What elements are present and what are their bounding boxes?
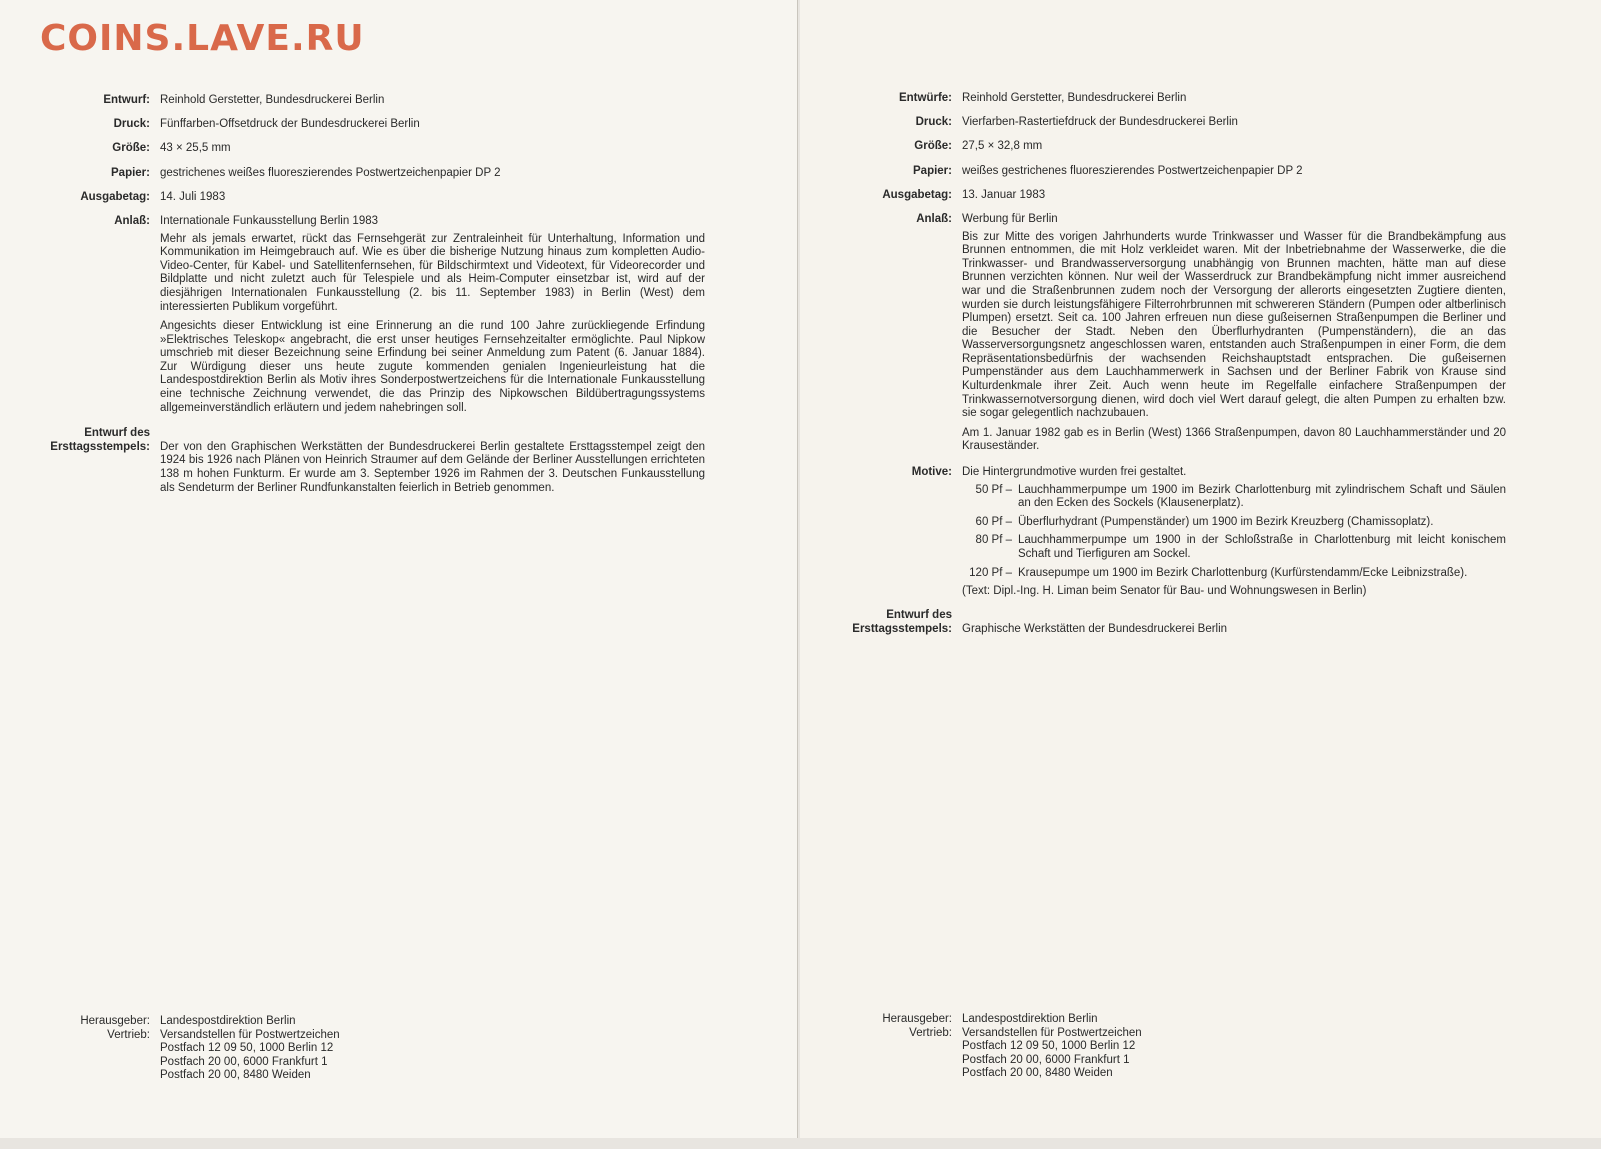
watermark: COINS.LAVE.RU [40, 18, 365, 59]
ersttag-label-line2: Ersttagsstempels: [852, 622, 952, 635]
ausgabetag-value: 14. Juli 1983 [160, 190, 226, 203]
druck-label: Druck: [915, 116, 952, 129]
druck-row [800, 116, 1506, 130]
motive-note: (Text: Dipl.-Ing. H. Liman beim Senator für Bau- und Wohnungswesen in Berlin) [962, 585, 1367, 598]
anlass-row [800, 213, 1506, 460]
motive-price: 60 Pf – [975, 515, 1012, 528]
anlass-paragraph-1: Bis zur Mitte des vorigen Jahrhunderts wurde Trinkwasser und Wasser für die Brandbekämpfung aus Brunnen entnommen, die mit Holz verkleidet waren. Mit der Inbetriebnahme der Wasserwerke, die die Trinkwasser- und Brandwasserversorgung unabhängig von Brunnen machten, hätte man auf diese Brunnen verzichten können. Nur weil der Wasserdruck zur Brandbekämpfung nicht immer ausreichend war und die Straßenbrunnen zudem noch der Versorgung der allerorts eingesetzten Zugtiere dienten, wurden sie durch leistungsfähigere Filterrohrbrunnen mit schwereren Ständern (Pumpen oder altberlinisch Plumpen) ersetzt. Seit ca. 100 Jahren erfreuen nun diese gußeisernen Straßenpumpen die Berliner und die Besucher der Stadt. Neben den Überflurhydranten (Pumpenständern), die an das Wasserversorgungsnetz angeschlossen waren, entstanden auch Straßenpumpen in einer Form, die dem Repräsentationsbedürfnis der wachsenden Reichshauptstadt entsprachen. Die gußeisernen Pumpenständer aus dem Lauchhammerwerk in Sachsen und der Berliner Fabrik von Krause sind Kulturdenkmale ihrer Zeit. Auch wenn heute im Regelfalle einfachere Straßenpumpen der Trinkwassernotversorgung dienen, wird doch viel Wert darauf gelegt, die alten Pumpen zu erhalten bzw. sie sogar gelegentlich nachzubauen. [962, 230, 1506, 420]
vertrieb-row [800, 1027, 1142, 1081]
herausgeber-row [800, 1013, 1142, 1027]
right-footer [800, 1013, 1142, 1081]
motive-desc: Überflurhydrant (Pumpenständer) um 1900 im Bezirk Kreuzberg (Chamissoplatz). [1018, 515, 1434, 528]
druck-value: Vierfarben-Rastertiefdruck der Bundesdruckerei Berlin [962, 116, 1238, 129]
groesse-row [800, 140, 1506, 154]
vertrieb-value [962, 1027, 1142, 1081]
anlass-paragraph-2: Angesichts dieser Entwicklung ist eine Erinnerung an die rund 100 Jahre zurückliegende Erfindung »Elektrisches Teleskop« angebracht, die erst unser heutiges Fernsehzeitalter ermöglichte. Paul Nipkow umschrieb mit dieser Bezeichnung seine Erfindung bei seiner Anmeldung zum Patent (6. Januar 1884). Zur Würdigung dieser uns heute zugute kommenden genialen Ingenieurleistung hat die Landespostdirektion Berlin als Motiv ihres Sonderpostwertzeichens für die Internationale Funkausstellung eine technische Zeichnung verwendet, die das Prinzip des Nipkowschen Bildübertragungssystems allgemeinverständlich erläutern und jedem nahebringen soll. [160, 320, 705, 414]
papier-row [0, 167, 705, 181]
anlass-paragraph-2: Am 1. Januar 1982 gab es in Berlin (West) 1366 Straßenpumpen, davon 80 Lauchhammerständer und 20 Krauseständer. [962, 426, 1506, 453]
herausgeber-label: Herausgeber: [80, 1015, 150, 1027]
motive-desc: Lauchhammerpumpe um 1900 in der Schloßstraße in Charlottenburg mit leicht konischem Schaft und Tierfiguren am Sockel. [1018, 534, 1506, 560]
ersttag-label-line1: Entwurf des [84, 427, 150, 440]
vertrieb-line: Postfach 12 09 50, 1000 Berlin 12 [160, 1042, 334, 1055]
druck-row [0, 118, 705, 132]
motive-item [962, 534, 1506, 561]
ausgabetag-label: Ausgabetag: [882, 188, 952, 201]
ersttag-row [800, 609, 1506, 636]
ersttag-label [800, 609, 962, 636]
ersttag-label-line1: Entwurf des [886, 609, 952, 622]
anlass-label: Anlaß: [916, 212, 952, 225]
vertrieb-line: Versandstellen für Postwertzeichen [160, 1028, 340, 1041]
groesse-value: 27,5 × 32,8 mm [962, 140, 1043, 153]
anlass-paragraph-1: Mehr als jemals erwartet, rückt das Fernsehgerät zur Zentraleinheit für Unterhaltung, Information und Kommunikation im Heimgebrauch auf. Wie es über die bisherige Nutzung hinaus zum kompletten Audio-Video-Center, für Kabel- und Satellitenfernsehen, für Bildschirmtext und Videotext, für Videorecorder und Bildplatte und nicht zuletzt auch für Telespiele und als Heim-Computer einsetzbar ist, wird auf der diesjährigen Internationalen Funkausstellung (2. bis 11. September 1983) in Berlin (West) dem interessierten Publikum vorgeführt. [160, 232, 705, 313]
motive-item [962, 516, 1506, 530]
papier-value: weißes gestrichenes fluoreszierendes Postwertzeichenpapier DP 2 [962, 164, 1303, 177]
vertrieb-line: Postfach 20 00, 6000 Frankfurt 1 [962, 1053, 1130, 1066]
anlass-value [962, 213, 1506, 460]
entwurf-label: Entwürfe: [898, 92, 952, 104]
motive-price: 120 Pf – [969, 566, 1012, 579]
vertrieb-value [160, 1029, 340, 1083]
ersttag-value: Graphische Werkstätten der Bundesdruckerei Berlin [962, 622, 1228, 635]
right-info-block [800, 92, 1506, 647]
druck-value: Fünffarben-Offsetdruck der Bundesdruckerei Berlin [160, 118, 420, 131]
ersttag-value: Der von den Graphischen Werkstätten der Bundesdruckerei Berlin gestaltete Ersttagsstempel zeigt den 1924 bis 1926 nach Plänen von Heinrich Straumer auf dem Gelände der Berliner Ausstellungen errichteten 138 m hohen Funkturm. Er wurde am 3. September 1926 im Rahmen der 3. Deutschen Funkausstellung als Sendeturm der Berliner Rundfunkanstalten feierlich in Betrieb genommen. [160, 440, 705, 494]
herausgeber-row [0, 1015, 340, 1029]
motive-value [962, 466, 1506, 599]
papier-row [800, 165, 1506, 179]
vertrieb-row [0, 1029, 340, 1083]
left-sheet [0, 0, 798, 1138]
entwurf-value: Reinhold Gerstetter, Bundesdruckerei Berlin [962, 92, 1187, 104]
motive-item [962, 567, 1506, 581]
anlass-title: Werbung für Berlin [962, 212, 1058, 225]
entwurf-label: Entwurf: [103, 94, 150, 106]
ersttag-label-line2: Ersttagsstempels: [50, 440, 150, 453]
herausgeber-value: Landespostdirektion Berlin [160, 1015, 296, 1027]
vertrieb-line: Postfach 20 00, 8480 Weiden [962, 1067, 1113, 1080]
papier-label: Papier: [913, 164, 952, 177]
vertrieb-label: Vertrieb: [107, 1028, 150, 1041]
motive-desc: Lauchhammerpumpe um 1900 im Bezirk Charlottenburg mit zylindrischem Schaft und Säulen an den Ecken des Sockels (Klausenerplatz). [1018, 483, 1506, 510]
ausgabetag-row [800, 189, 1506, 203]
vertrieb-line: Postfach 20 00, 8480 Weiden [160, 1069, 311, 1082]
motive-price: 50 Pf – [975, 483, 1012, 496]
left-footer [0, 1015, 340, 1083]
groesse-label: Größe: [914, 140, 952, 153]
ausgabetag-label: Ausgabetag: [80, 190, 150, 203]
vertrieb-line: Postfach 12 09 50, 1000 Berlin 12 [962, 1040, 1136, 1053]
anlass-label: Anlaß: [114, 214, 150, 227]
ersttag-label [0, 427, 160, 495]
ausgabetag-row [0, 191, 705, 205]
groesse-row [0, 142, 705, 156]
left-info-block [0, 94, 705, 506]
right-sheet [800, 0, 1601, 1138]
motive-item [962, 484, 1506, 511]
papier-value: gestrichenes weißes fluoreszierendes Postwertzeichenpapier DP 2 [160, 166, 501, 179]
anlass-title: Internationale Funkausstellung Berlin 1983 [160, 214, 379, 227]
motive-intro: Die Hintergrundmotive wurden frei gestaltet. [962, 466, 1187, 479]
motive-list [962, 484, 1506, 581]
entwurf-row [800, 92, 1506, 106]
entwurf-value: Reinhold Gerstetter, Bundesdruckerei Berlin [160, 94, 385, 106]
vertrieb-label: Vertrieb: [909, 1026, 952, 1039]
anlass-row [0, 215, 705, 421]
herausgeber-value: Landespostdirektion Berlin [962, 1013, 1098, 1025]
motive-label: Motive: [911, 466, 952, 479]
vertrieb-line: Postfach 20 00, 6000 Frankfurt 1 [160, 1055, 328, 1068]
groesse-label: Größe: [112, 142, 150, 155]
groesse-value: 43 × 25,5 mm [160, 142, 231, 155]
druck-label: Druck: [113, 118, 150, 131]
motive-price: 80 Pf – [975, 534, 1012, 547]
anlass-value [160, 215, 705, 421]
motive-row [800, 466, 1506, 599]
ausgabetag-value: 13. Januar 1983 [962, 188, 1046, 201]
ersttag-row [0, 427, 705, 495]
papier-label: Papier: [111, 166, 150, 179]
vertrieb-line: Versandstellen für Postwertzeichen [962, 1026, 1142, 1039]
herausgeber-label: Herausgeber: [882, 1013, 952, 1025]
entwurf-row [0, 94, 705, 108]
motive-desc: Krausepumpe um 1900 im Bezirk Charlottenburg (Kurfürstendamm/Ecke Leibnizstraße). [1018, 566, 1468, 579]
